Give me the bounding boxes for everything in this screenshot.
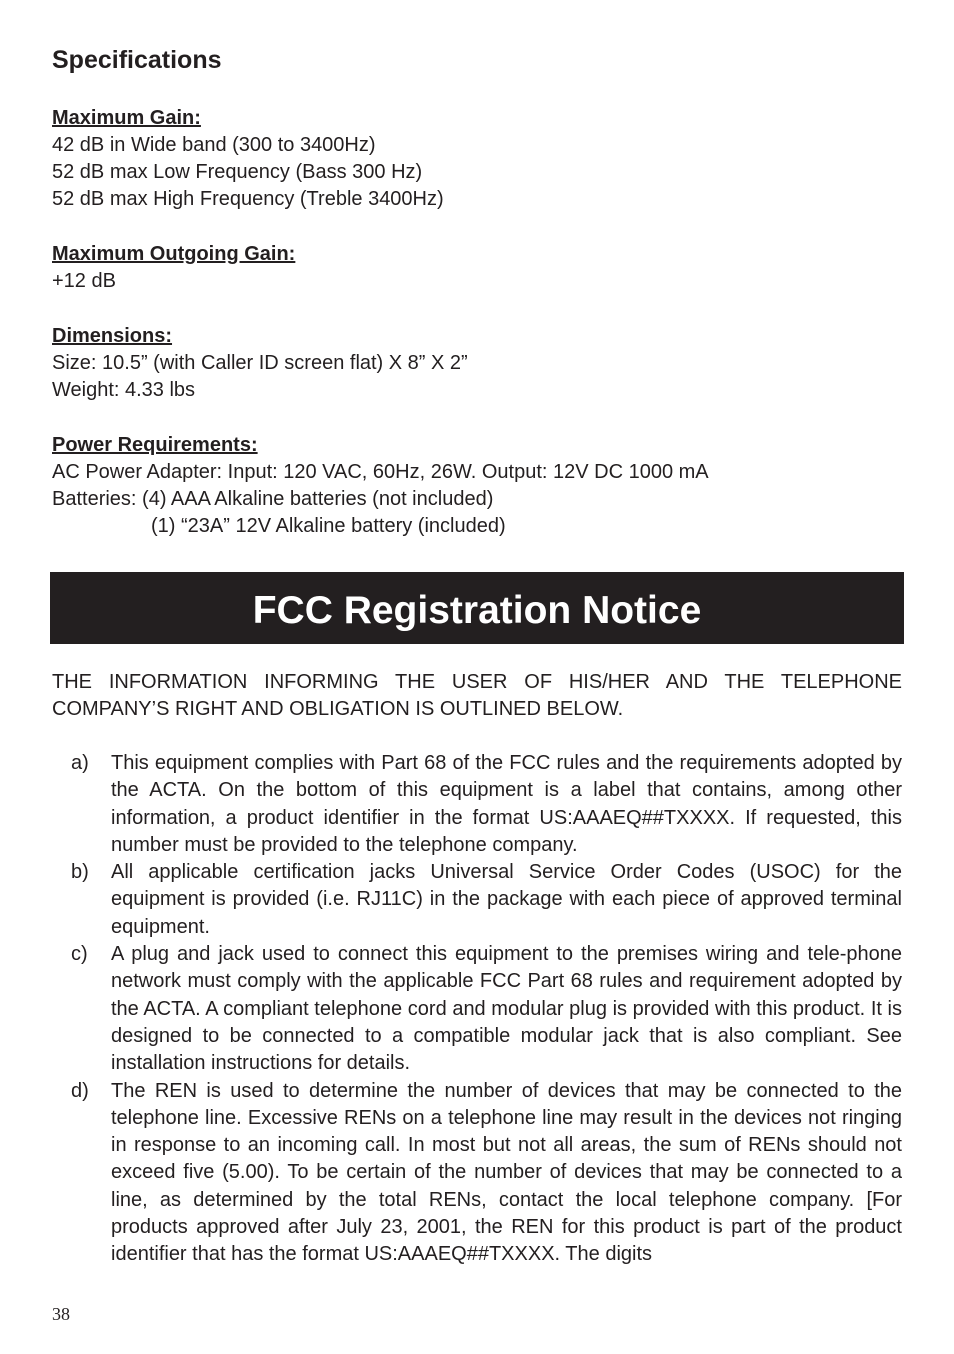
list-marker: a) xyxy=(71,752,89,774)
spec-section-power xyxy=(52,432,709,540)
page-number: 38 xyxy=(52,1304,70,1324)
section-heading: Maximum Gain: xyxy=(52,107,201,129)
spec-line: 52 dB max Low Frequency (Bass 300 Hz) xyxy=(52,161,423,183)
list-item xyxy=(52,1078,902,1269)
fcc-banner xyxy=(50,572,904,644)
spec-line: +12 dB xyxy=(52,270,116,292)
section-heading: Dimensions: xyxy=(52,325,173,347)
spec-line: Batteries: (4) AAA Alkaline batteries (not included) xyxy=(52,488,494,510)
page-title: Specifications xyxy=(52,46,222,74)
list-item xyxy=(52,859,902,941)
list-item xyxy=(52,750,902,859)
list-marker: d) xyxy=(71,1079,89,1102)
list-item-text: This equipment complies with Part 68 of the FCC rules and the requirements adopted by the ACTA. On the bottom of this equipment is a label that contains, among other information, a product identifier in the format US:AAAEQ##TXXXX. If requested, this number must be provided to the telephone company. xyxy=(111,752,902,856)
section-heading: Power Requirements: xyxy=(52,434,258,456)
spec-line: AC Power Adapter: Input: 120 VAC, 60Hz, 26W. Output: 12V DC 1000 mA xyxy=(52,461,709,483)
spec-section-max-gain xyxy=(52,105,444,213)
intro-paragraph: THE INFORMATION INFORMING THE USER OF HIS/HER AND THE TELEPHONE COMPANY’S RIGHT AND OBLIGATION IS OUTLINED BELOW. xyxy=(52,671,902,720)
fcc-list xyxy=(52,750,902,1269)
list-item-text: A plug and jack used to connect this equipment to the premises wiring and tele-phone network must comply with the applicable FCC Part 68 rules and requirement adopted by the ACTA. A compliant telephone cord and modular plug is provided with this product. It is designed to be connected to a compatible modular jack that is also compliant. See installation instructions for details. xyxy=(111,943,902,1075)
list-marker: c) xyxy=(71,943,88,966)
list-marker: b) xyxy=(71,861,89,884)
spec-line: Size: 10.5” (with Caller ID screen flat) X 8” X 2” xyxy=(52,352,468,374)
spec-line: (1) “23A” 12V Alkaline battery (included) xyxy=(151,515,506,537)
section-heading: Maximum Outgoing Gain: xyxy=(52,243,296,265)
spec-section-max-outgoing-gain xyxy=(52,241,295,295)
list-item-text: The REN is used to determine the number of devices that may be connected to the telephone line. Excessive RENs on a telephone line may result in the devices not ringing in response to an incoming call. In most but not all areas, the sum of RENs should not exceed five (5.00). To be certain of the number of devices that may be connected to a line, as determined by the total RENs, contact the local telephone company. [For products approved after July 23, 2001, the REN for this product is part of the product identifier that has the format US:AAAEQ##TXXXX. The digits xyxy=(111,1079,902,1266)
list-item xyxy=(52,941,902,1077)
spec-line: Weight: 4.33 lbs xyxy=(52,379,196,401)
banner-title: FCC Registration Notice xyxy=(252,589,702,632)
spec-line: 42 dB in Wide band (300 to 3400Hz) xyxy=(52,134,376,156)
list-item-text: All applicable certification jacks Universal Service Order Codes (USOC) for the equipment is provided (i.e. RJ11C) in the package with each piece of approved terminal equipment. xyxy=(111,861,902,938)
spec-line: 52 dB max High Frequency (Treble 3400Hz) xyxy=(52,188,444,210)
spec-section-dimensions xyxy=(52,323,468,404)
